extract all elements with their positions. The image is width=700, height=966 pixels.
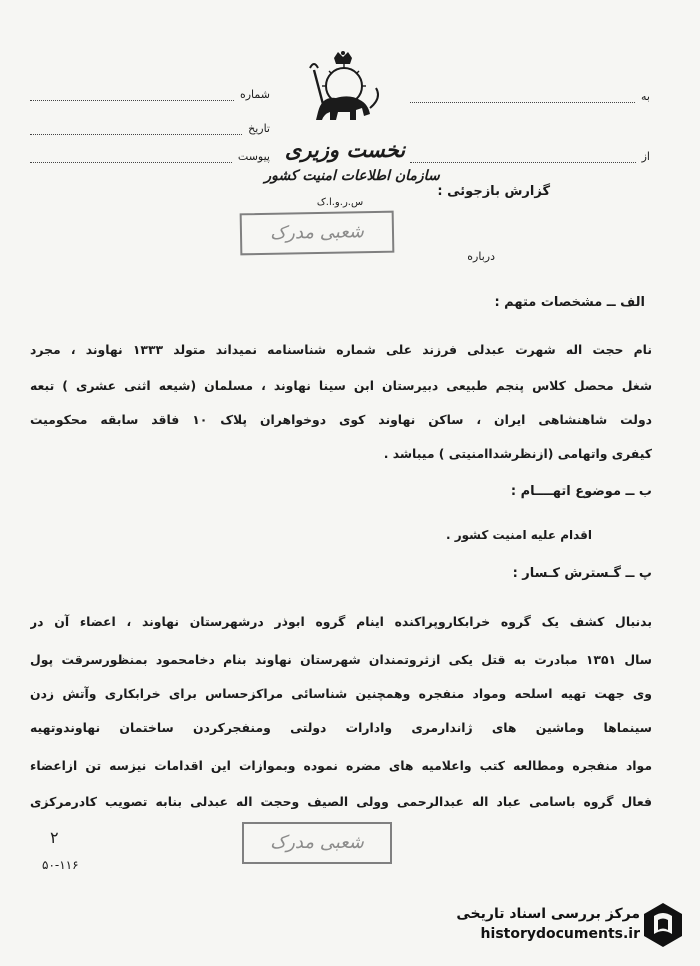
field-to-label: به (641, 90, 650, 103)
section-c-line: سال ۱۳۵۱ مبادرت به قتل یکی ازثروتمندان شهرستان نهاوند بنام دخامحمود بمنظورسرقت پول (30, 652, 652, 667)
field-date-label: تاریخ (248, 122, 270, 135)
archive-logo-icon (640, 900, 686, 950)
field-number-label: شماره (239, 88, 270, 101)
section-a-line: شغل محصل کلاس پنجم طبیعی دبیرستان ابن سینا نهاوند ، مسلمان (شیعه اثنی عشری ) تبعه (30, 378, 652, 393)
section-c-line: بدنبال کشف یک گروه خرابکاروپراکنده اینام گروه ابوذر درشهرستان نهاوند ، اعضاء آن در (30, 614, 652, 629)
footer-title: مرکز بررسی اسناد تاریخی (456, 906, 640, 922)
ministry-title: نخست وزیری (284, 137, 406, 162)
section-a-heading: الف ــ مشخصات متهم : (494, 295, 645, 310)
field-from-label: از (641, 150, 650, 163)
field-attachment-label: پیوست (237, 150, 270, 163)
organization-title: سازمان اطلاعات امنیت کشور (264, 168, 440, 184)
organization-code: س.ر.و.ا.ک (316, 197, 364, 208)
section-c-line: سینماها وماشین های ژاندارمری وادارات دولتی ومنفجرکردن ساختمان نهاوندوتهیه (30, 720, 652, 735)
field-attachment (30, 150, 270, 163)
lion-and-sun-emblem-icon (298, 50, 388, 132)
page-number: ۲ (50, 828, 59, 847)
report-title: گزارش بازجوئی : (437, 184, 550, 199)
section-c-line: فعال گروه باسامی عباد اله عبدالرحمی وولی الصیف وحجت اله عبدلی بنابه تصویب کادرمرکزی (30, 794, 652, 809)
archive-stamp-bottom: شعبی مدرک (242, 822, 392, 864)
section-c-line: وی جهت تهیه اسلحه ومواد منفجره وهمچنین شناسائی مراکزحساس برای خرابکاری وآتش زدن (30, 686, 652, 701)
section-a-line: نام حجت اله شهرت عبدلی فرزند علی شماره شناسنامه نمیداند متولد ۱۳۳۳ نهاوند ، مجرد (30, 342, 652, 357)
field-number (30, 88, 270, 101)
field-to (410, 90, 650, 103)
section-a-line: کیفری واتهامی (ازنظرشداامنیتی ) میباشد . (383, 446, 652, 461)
section-a-line: دولت شاهنشاهی ایران ، ساکن نهاوند کوی دوخواهران پلاک ۱۰ فاقد سابقه محکومیت (30, 412, 652, 427)
section-b-text: اقدام علیه امنیت کشور . (445, 528, 592, 542)
field-from (410, 150, 650, 163)
field-date (30, 122, 270, 135)
section-c-heading: پ ــ گـسترش کـسار : (512, 566, 652, 581)
regarding-label: درباره (467, 250, 495, 263)
document-number: ۵۰-۱۱۶ (42, 858, 79, 872)
footer-url: historydocuments.ir (480, 926, 640, 942)
section-b-heading: ب ــ موضوع اتهــــام : (510, 484, 652, 499)
section-c-line: مواد منفجره ومطالعه کتب واعلامیه های مضره نموده وبموازات این اقدامات نیزسه تن ازاعضاء (30, 758, 652, 773)
archive-stamp-top: شعبی مدرک (240, 211, 395, 256)
